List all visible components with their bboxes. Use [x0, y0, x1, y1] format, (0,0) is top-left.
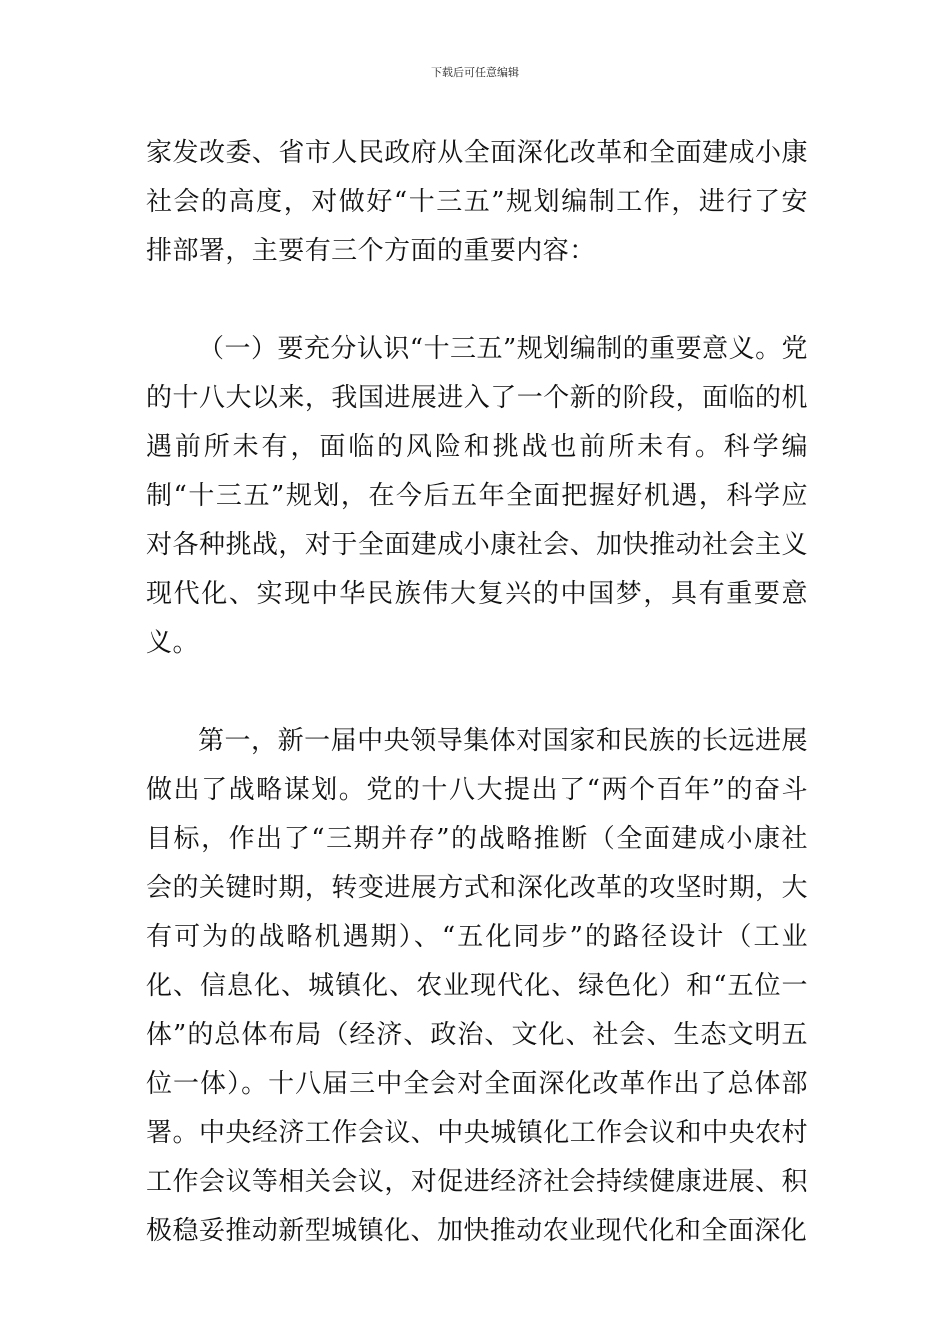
paragraph-gap	[146, 668, 808, 717]
paragraph-first-point: 第一，新一届中央领导集体对国家和民族的长远进展做出了战略谋划。党的十八大提出了“两个百年”的奋斗目标，作出了“三期并存”的战略推断（全面建成小康社会的关键时期，转变进展方式和深化改革的攻坚时期，大有可为的战略机遇期）、“五化同步”的路径设计（工业化、信息化、城镇化、农业现代化、绿色化）和“五位一体”的总体布局（经济、政治、文化、社会、生态文明五位一体）。十八届三中全会对全面深化改革作出了总体部署。中央经济工作会议、中央城镇化工作会议和中央农村工作会议等相关会议，对促进经济社会持续健康进展、积极稳妥推动新型城镇化、加快推动农业现代化和全面深化	[146, 726, 808, 1246]
paragraph-section-one: （一）要充分认识“十三五”规划编制的重要意义。党的十八大以来，我国进展进入了一个新的阶段，面临的机遇前所未有，面临的风险和挑战也前所未有。科学编制“十三五”规划，在今后五年全面把握好机遇，科学应对各种挑战，对于全面建成小康社会、加快推动社会主义现代化、实现中华民族伟大复兴的中国梦，具有重要意义。	[146, 334, 808, 658]
document-body	[146, 129, 808, 1256]
paragraph-gap	[146, 276, 808, 325]
paragraph-intro: 家发改委、省市人民政府从全面深化改革和全面建成小康社会的高度，对做好“十三五”规划编制工作，进行了安排部署，主要有三个方面的重要内容：	[146, 138, 808, 266]
page-header: 下载后可任意编辑	[431, 66, 519, 79]
